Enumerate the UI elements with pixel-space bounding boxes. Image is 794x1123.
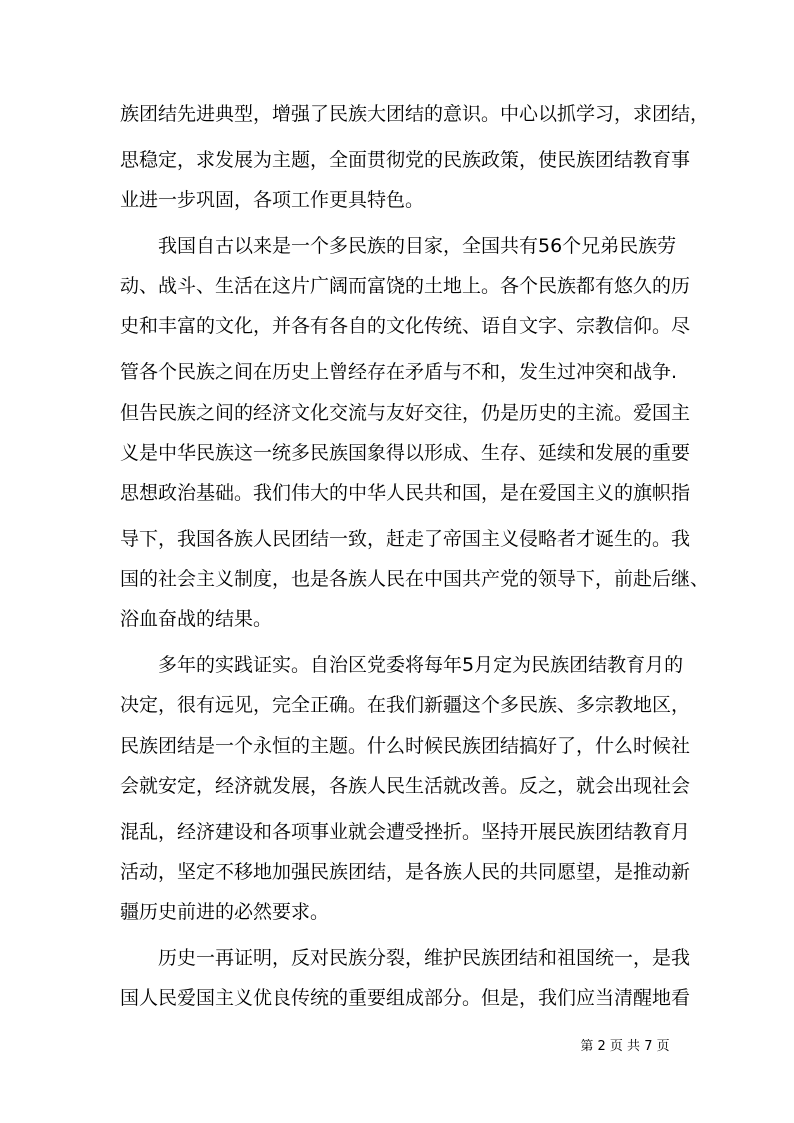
text-line: 历史一再证明，反对民族分裂，维护民族团结和祖国统一，是我 — [158, 947, 691, 969]
text-line: 史和丰富的文化，并各有各自的文化传统、语自文字、宗教信仰。尽 — [120, 315, 691, 337]
text-line: 义是中华民族这一统多民族国象得以形成、生存、延续和发展的重要 — [120, 442, 691, 464]
text-line: 思想政治基础。我们伟大的中华人民共和国，是在爱国主义的旗帜指 — [120, 482, 691, 504]
text-line: 动、战斗、生活在这片广阔而富饶的土地上。各个民族都有悠久的历 — [120, 275, 691, 297]
text-line: 业进一步巩固，各项工作更具特色。 — [120, 189, 425, 211]
text-line: 决定，很有远见，完全正确。在我们新疆这个多民族、多宗教地区， — [120, 694, 691, 716]
page-number: 第 2 页 共 7 页 — [580, 1039, 670, 1054]
text-line: 思稳定，求发展为主题，全面贯彻党的民族政策，使民族团结教育事 — [120, 149, 691, 171]
text-line: 会就安定，经济就发展，各族人民生活就改善。反之，就会出现社会 — [120, 775, 691, 797]
text-line: 国的社会主义制度，也是各族人民在中国共产党的领导下，前赴后继、 — [120, 568, 710, 590]
text-line: 我国自古以来是一个多民族的目家，全国共有56个兄弟民族劳 — [158, 235, 677, 257]
text-line: 混乱，经济建设和各项事业就会遭受挫折。坚持开展民族团结教育月 — [120, 821, 691, 843]
text-line: 多年的实践证实。自治区党委将每年5月定为民族团结教育月的 — [158, 654, 684, 676]
text-line: 民族团结是一个永恒的主题。什么时候民族团结搞好了，什么时候社 — [120, 735, 691, 757]
text-line: 活动，坚定不移地加强民族团结，是各族人民的共同愿望，是推动新 — [120, 861, 691, 883]
text-line: 国人民爱国主义优良传统的重要组成部分。但是，我们应当清醒地看 — [120, 987, 691, 1009]
text-line: 浴血奋战的结果。 — [120, 608, 273, 630]
text-line: 但告民族之间的经济文化交流与友好交往，仍是历史的主流。爱国主 — [120, 402, 691, 424]
text-line: 族团结先进典型，增强了民族大团结的意识。中心以抓学习，求团结， — [120, 103, 710, 125]
text-line: 导下，我国各族人民团结一致，赶走了帝国主义侵略者才诞生的。我 — [120, 528, 691, 550]
text-line: 疆历史前进的必然要求。 — [120, 901, 330, 923]
text-line: 管各个民族之间在历史上曾经存在矛盾与不和，发生过冲突和战争. — [120, 361, 678, 383]
